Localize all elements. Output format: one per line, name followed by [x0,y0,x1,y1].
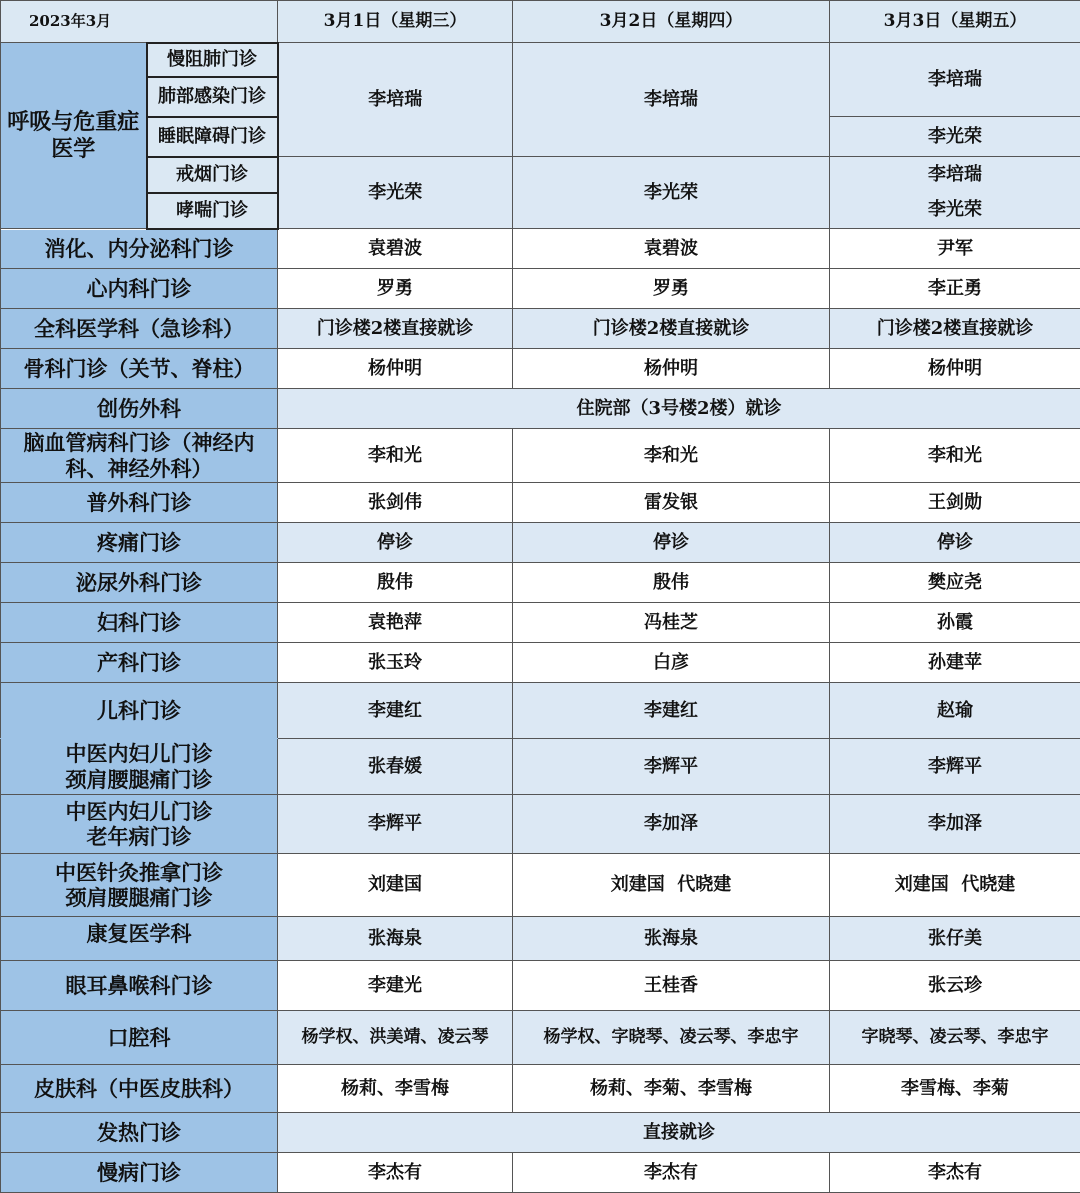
orthopedics-day1: 杨仲明 [278,349,513,389]
dental-day3: 字晓琴、凌云琴、李忠宇 [830,1011,1080,1065]
dept-chronic: 慢病门诊 [1,1153,278,1193]
resp-b-day3-bottom: 李光荣 [830,199,1080,221]
general-medicine-day2: 门诊楼2楼直接就诊 [513,309,830,349]
pediatrics-day2: 李建红 [513,683,830,739]
orthopedics-day2: 杨仲明 [513,349,830,389]
day-header-1: 3月1日（星期三） [278,1,513,43]
trauma-all-days: 住院部（3号楼2楼）就诊 [278,389,1080,429]
table-row [1,603,1080,643]
obstetrics-day2: 白彦 [513,643,830,683]
resp-b-day2: 李光荣 [513,157,830,229]
dental-day2: 杨学权、字晓琴、凌云琴、李忠宇 [513,1011,830,1065]
pain-day1: 停诊 [278,523,513,563]
subdept-copd: 慢阻肺门诊 [147,43,278,77]
orthopedics-day3: 杨仲明 [830,349,1080,389]
dept-respiratory: 呼吸与危重症医学 [1,43,147,229]
ent-day1: 李建光 [278,961,513,1011]
table-row [1,389,1080,429]
fever-all-days: 直接就诊 [278,1113,1080,1153]
obstetrics-day3: 孙建苹 [830,643,1080,683]
derma-day2: 杨莉、李菊、李雪梅 [513,1065,830,1113]
dept-tcm-neck-line2: 颈肩腰腿痛门诊 [1,767,277,792]
dept-orthopedics: 骨科门诊（关节、脊柱） [1,349,278,389]
tcm-elderly-day3: 李加泽 [830,795,1080,854]
dept-tcm-neck-line1: 中医内妇儿门诊 [1,741,277,766]
resp-b-day3 [830,157,1080,229]
general-surgery-day2: 雷发银 [513,483,830,523]
day-header-3: 3月3日（星期五） [830,1,1080,43]
table-row [1,643,1080,683]
tcm-neck-day3: 李辉平 [830,739,1080,795]
table-row [1,523,1080,563]
dept-cerebrovascular [1,429,278,483]
table-row [1,483,1080,523]
urology-day2: 殷伟 [513,563,830,603]
table-row [1,683,1080,739]
tcm-elderly-day2: 李加泽 [513,795,830,854]
cerebro-day1: 李和光 [278,429,513,483]
dept-acupuncture-line2: 颈肩腰腿痛门诊 [1,885,277,910]
table-row [1,269,1080,309]
table-row [1,917,1080,961]
table-row [1,1011,1080,1065]
chronic-day2: 李杰有 [513,1153,830,1193]
rehab-day2: 张海泉 [513,917,830,961]
rehab-day1: 张海泉 [278,917,513,961]
subdept-smoking: 戒烟门诊 [147,157,278,193]
table-row [1,43,1080,77]
dept-tcm-elderly [1,795,278,854]
dept-fever: 发热门诊 [1,1113,278,1153]
urology-day3: 樊应尧 [830,563,1080,603]
resp-a-day3-bottom: 李光荣 [830,117,1080,157]
general-surgery-day1: 张剑伟 [278,483,513,523]
resp-a-day3-top: 李培瑞 [830,43,1080,117]
tcm-elderly-day1: 李辉平 [278,795,513,854]
chronic-day1: 李杰有 [278,1153,513,1193]
dept-tcm-neck [1,739,278,795]
resp-b-day1: 李光荣 [278,157,513,229]
dept-acupuncture [1,854,278,917]
subdept-sleep: 睡眠障碍门诊 [147,117,278,157]
dept-derma: 皮肤科（中医皮肤科） [1,1065,278,1113]
ent-day3: 张云珍 [830,961,1080,1011]
table-row [1,854,1080,917]
general-medicine-day3: 门诊楼2楼直接就诊 [830,309,1080,349]
ent-day2: 王桂香 [513,961,830,1011]
tcm-neck-day2: 李辉平 [513,739,830,795]
gynecology-day1: 袁艳萍 [278,603,513,643]
dept-obstetrics: 产科门诊 [1,643,278,683]
rehab-day3: 张仔美 [830,917,1080,961]
cerebro-day3: 李和光 [830,429,1080,483]
table-row [1,229,1080,269]
dept-ent: 眼耳鼻喉科门诊 [1,961,278,1011]
pediatrics-day3: 赵瑜 [830,683,1080,739]
dept-tcm-elderly-line1: 中医内妇儿门诊 [1,799,277,824]
table-row [1,309,1080,349]
cardio-day3: 李正勇 [830,269,1080,309]
dept-general-medicine: 全科医学科（急诊科） [1,309,278,349]
table-row [1,961,1080,1011]
dept-rehab: 康复医学科 [1,917,278,961]
pediatrics-day1: 李建红 [278,683,513,739]
acupuncture-day2: 刘建国 代晓建 [513,854,830,917]
general-surgery-day3: 王剑勋 [830,483,1080,523]
cardio-day1: 罗勇 [278,269,513,309]
pain-day3: 停诊 [830,523,1080,563]
dept-general-surgery: 普外科门诊 [1,483,278,523]
dept-acupuncture-line1: 中医针灸推拿门诊 [1,860,277,885]
digestive-day2: 袁碧波 [513,229,830,269]
table-row [1,739,1080,795]
dept-cardio: 心内科门诊 [1,269,278,309]
derma-day1: 杨莉、李雪梅 [278,1065,513,1113]
table-row [1,157,1080,193]
resp-a-day2: 李培瑞 [513,43,830,157]
table-row [1,1113,1080,1153]
table-row [1,795,1080,854]
table-row [1,563,1080,603]
resp-b-day3-top: 李培瑞 [830,164,1080,186]
obstetrics-day1: 张玉玲 [278,643,513,683]
table-row [1,349,1080,389]
subdept-asthma: 哮喘门诊 [147,193,278,229]
table-row [1,429,1080,483]
dept-urology: 泌尿外科门诊 [1,563,278,603]
month-label: 2023年3月 [1,1,278,43]
dept-cerebrovascular-line2: 科、神经外科） [1,456,277,481]
dept-dental: 口腔科 [1,1011,278,1065]
header-row [1,1,1080,43]
dept-pain: 疼痛门诊 [1,523,278,563]
dept-digestive: 消化、内分泌科门诊 [1,229,278,269]
tcm-neck-day1: 张春媛 [278,739,513,795]
chronic-day3: 李杰有 [830,1153,1080,1193]
subdept-lung-infection: 肺部感染门诊 [147,77,278,117]
digestive-day3: 尹军 [830,229,1080,269]
cerebro-day2: 李和光 [513,429,830,483]
table-row [1,1065,1080,1113]
acupuncture-day1: 刘建国 [278,854,513,917]
acupuncture-day3: 刘建国 代晓建 [830,854,1080,917]
cardio-day2: 罗勇 [513,269,830,309]
pain-day2: 停诊 [513,523,830,563]
resp-a-day1: 李培瑞 [278,43,513,157]
dept-gynecology: 妇科门诊 [1,603,278,643]
derma-day3: 李雪梅、李菊 [830,1065,1080,1113]
dept-trauma: 创伤外科 [1,389,278,429]
dept-tcm-elderly-line2: 老年病门诊 [1,824,277,849]
dept-pediatrics: 儿科门诊 [1,683,278,739]
general-medicine-day1: 门诊楼2楼直接就诊 [278,309,513,349]
urology-day1: 殷伟 [278,563,513,603]
gynecology-day2: 冯桂芝 [513,603,830,643]
dept-cerebrovascular-line1: 脑血管病科门诊（神经内 [1,430,277,455]
gynecology-day3: 孙霞 [830,603,1080,643]
day-header-2: 3月2日（星期四） [513,1,830,43]
dental-day1: 杨学权、洪美靖、凌云琴 [278,1011,513,1065]
digestive-day1: 袁碧波 [278,229,513,269]
table-row [1,1153,1080,1193]
